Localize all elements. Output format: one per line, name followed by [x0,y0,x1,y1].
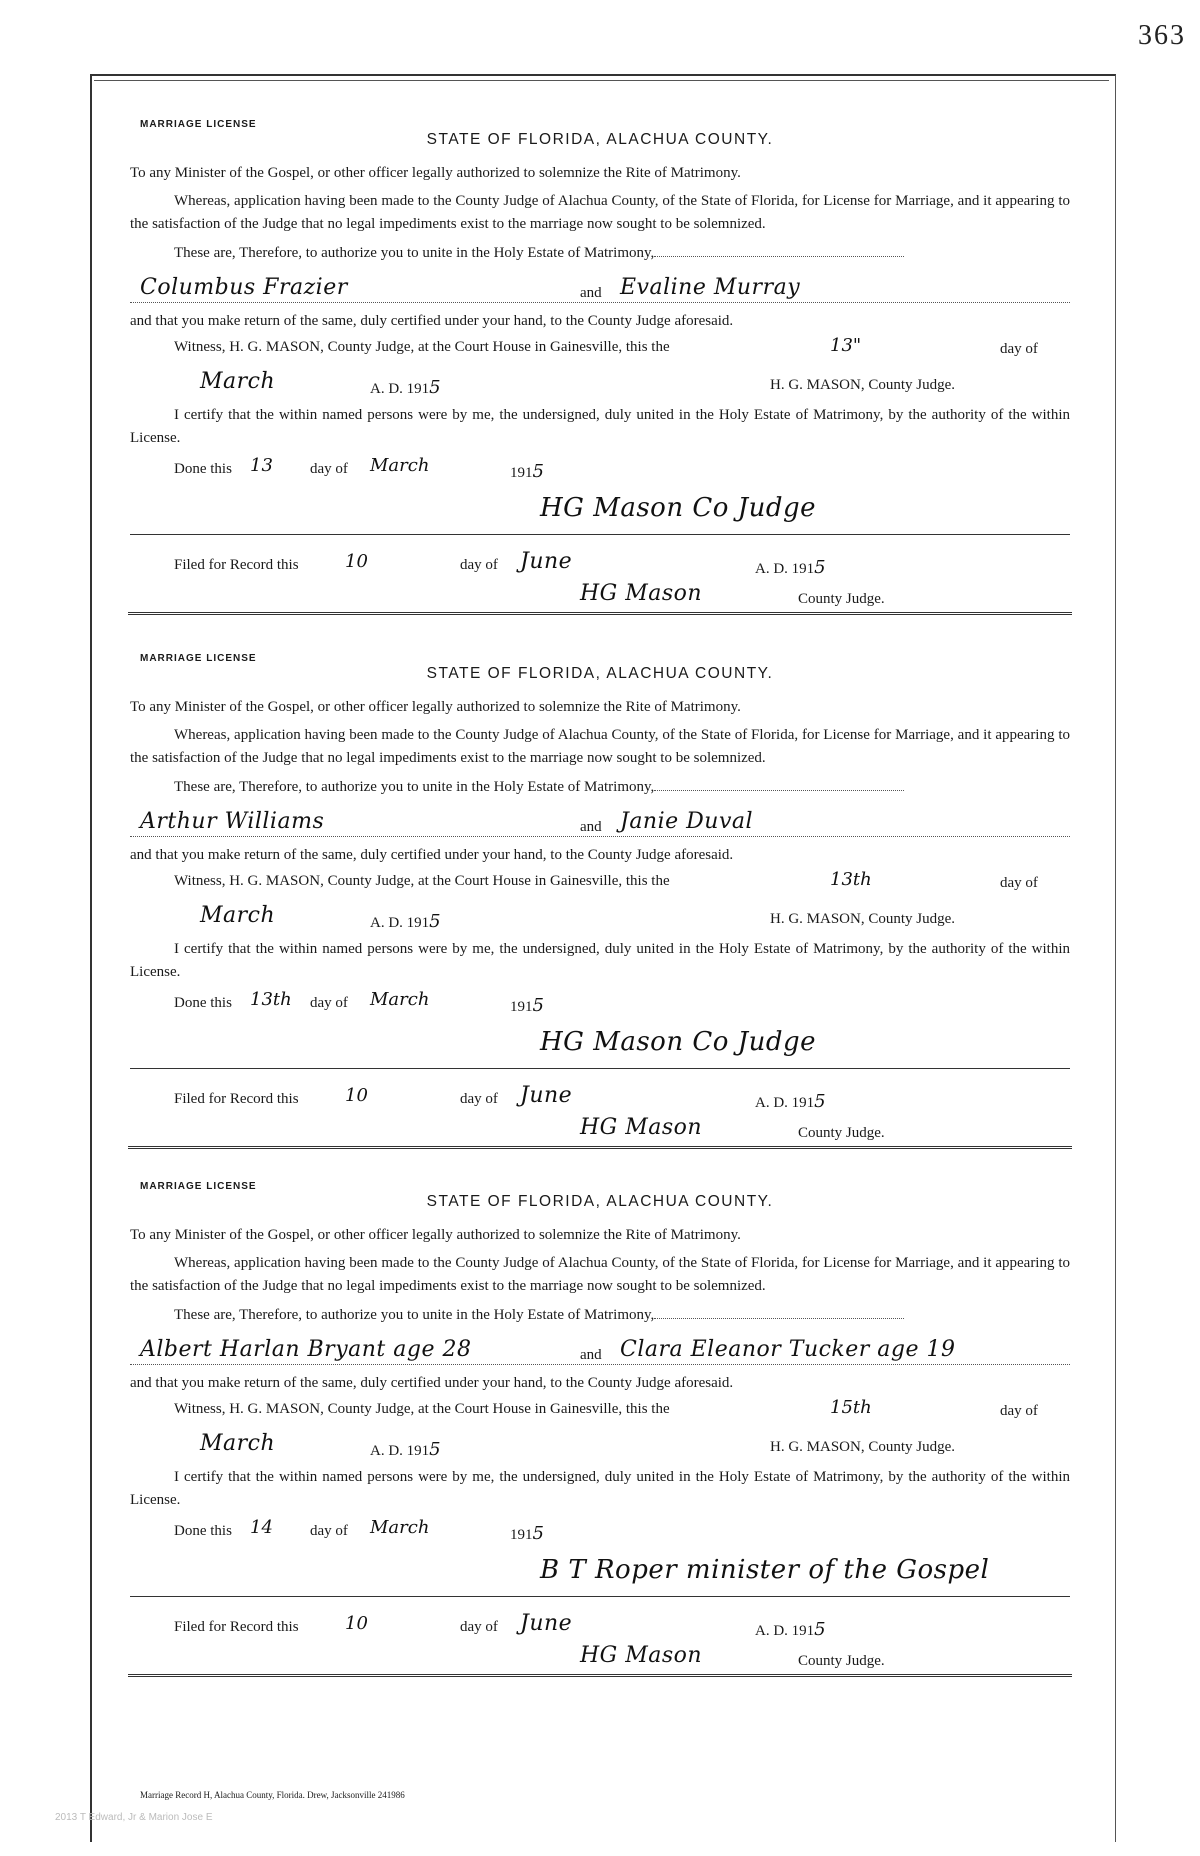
license-tag: MARRIAGE LICENSE [140,653,257,664]
filed-label: Filed for Record this [174,1619,299,1635]
handwritten-value: 5 [532,461,544,482]
license-title: STATE OF FLORIDA, ALACHUA COUNTY. [426,131,774,148]
witness-month: March [200,902,276,928]
filed-month: June [520,1083,573,1108]
authorize-line: These are, Therefore, to authorize you to unite in the Holy Estate of Matrimony, [174,245,655,261]
ad-year-label [370,376,441,400]
record-imprint: Marriage Record H, Alachua County, Florida. Drew, Jacksonville 241986 [140,1790,405,1800]
done-day-of: day of [310,461,348,477]
certify-paragraph: I certify that the within named persons were by me, the undersigned, duly united in the Holy Estate of Matrimony, by the authority of the within License. [130,940,1070,980]
handwritten-value: 191 [510,999,533,1015]
address-line: To any Minister of the Gospel, or other officer legally authorized to solemnize the Rite of Matrimony. [130,165,741,181]
county-judge-printed: H. G. MASON, County Judge. [770,1438,956,1455]
county-judge-label: County Judge. [798,1125,885,1141]
and-word: and [580,819,602,835]
filed-day: 10 [345,1085,368,1106]
handwritten-value: A. D. 191 [370,380,430,397]
whereas-paragraph: Whereas, application having been made to the County Judge of Alachua County, of the State of Florida, for License for Marriage, and it appearing to the satisfaction of the Judge that no legal impediments exist to the marriage now sought to be solemnized. [130,726,1070,766]
handwritten-value: A. D. 191 [370,914,430,931]
return-line: and that you make return of the same, duly certified under your hand, to the County Judge aforesaid. [130,313,734,329]
whereas-paragraph: Whereas, application having been made to the County Judge of Alachua County, of the State of Florida, for License for Marriage, and it appearing to the satisfaction of the Judge that no legal impediments exist to the marriage now sought to be solemnized. [130,1254,1070,1294]
license-divider [128,1146,1072,1149]
filed-signature: HG Mason [580,1115,703,1140]
frame-inner-rule [94,80,1109,81]
handwritten-value: 191 [510,1527,533,1543]
section-rule [130,1596,1070,1597]
filed-signature: HG Mason [580,1643,703,1668]
certify-paragraph: I certify that the within named persons were by me, the undersigned, duly united in the Holy Estate of Matrimony, by the authority of the within License. [130,406,1070,446]
filed-day-of: day of [460,1091,498,1107]
filed-label: Filed for Record this [174,1091,299,1107]
done-month: March [370,1517,430,1538]
done-this-label: Done this [174,995,232,1011]
done-year-label [510,994,544,1018]
witness-month: March [200,368,276,394]
return-line: and that you make return of the same, duly certified under your hand, to the County Judge aforesaid. [130,1375,734,1391]
witness-day-of: day of [1000,874,1038,891]
witness-line: Witness, H. G. MASON, County Judge, at the Court House in Gainesville, this the [174,872,670,889]
license-divider [128,612,1072,615]
handwritten-value: 5 [429,910,441,932]
handwritten-value: 5 [532,995,544,1016]
certify-paragraph: I certify that the within named persons were by me, the undersigned, duly united in the Holy Estate of Matrimony, by the authority of the within License. [130,1468,1070,1508]
done-this-label: Done this [174,461,232,477]
done-day-of: day of [310,995,348,1011]
filed-label: Filed for Record this [174,557,299,573]
page-number: 363 [1138,20,1186,51]
witness-day-of: day of [1000,1402,1038,1419]
county-judge-label: County Judge. [798,591,885,607]
handwritten-value: 5 [429,1438,441,1460]
section-rule [130,1068,1070,1069]
authorize-line: These are, Therefore, to authorize you to unite in the Holy Estate of Matrimony, [174,779,655,795]
witness-day: 15th [830,1396,872,1418]
and-word: and [580,285,602,301]
done-year-label [510,1522,544,1546]
return-line: and that you make return of the same, duly certified under your hand, to the County Judge aforesaid. [130,847,734,863]
whereas-paragraph: Whereas, application having been made to the County Judge of Alachua County, of the State of Florida, for License for Marriage, and it appearing to the satisfaction of the Judge that no legal impediments exist to the marriage now sought to be solemnized. [130,192,1070,232]
copyright-watermark: 2013 T Edward, Jr & Marion Jose E [55,1812,213,1823]
license-title: STATE OF FLORIDA, ALACHUA COUNTY. [426,1193,774,1210]
county-judge-printed: H. G. MASON, County Judge. [770,376,956,393]
bride-name: Clara Eleanor Tucker age 19 [620,1337,956,1362]
handwritten-value: A. D. 191 [755,561,815,577]
witness-day-of: day of [1000,340,1038,357]
done-day-of: day of [310,1523,348,1539]
license-title: STATE OF FLORIDA, ALACHUA COUNTY. [426,665,774,682]
license-tag: MARRIAGE LICENSE [140,1181,257,1192]
and-word: and [580,1347,602,1363]
handwritten-value: 5 [814,1091,826,1112]
county-judge-printed: H. G. MASON, County Judge. [770,910,956,927]
done-month: March [370,989,430,1010]
names-dotted-line [130,1364,1070,1365]
officiant-signature: HG Mason Co Judge [540,493,816,523]
marriage-license-3 [130,1180,1070,1680]
handwritten-value: 191 [510,465,533,481]
done-day: 13 [250,455,273,476]
ad-year-label [370,1438,441,1462]
filed-year-label [755,1090,826,1114]
ad-year-label [370,910,441,934]
dotted-fill [654,790,904,791]
witness-line: Witness, H. G. MASON, County Judge, at the Court House in Gainesville, this the [174,338,670,355]
handwritten-value: 5 [814,557,826,578]
done-year-label [510,460,544,484]
filed-signature: HG Mason [580,581,703,606]
handwritten-value: 5 [429,376,441,398]
filed-year-label [755,1618,826,1642]
license-divider [128,1674,1072,1677]
handwritten-value: A. D. 191 [755,1095,815,1111]
bride-name: Janie Duval [620,809,754,834]
handwritten-value: A. D. 191 [755,1623,815,1639]
groom-name: Albert Harlan Bryant age 28 [140,1337,472,1362]
groom-name: Arthur Williams [140,809,325,834]
filed-month: June [520,549,573,574]
witness-day: 13" [830,334,862,356]
dotted-fill [654,256,904,257]
filed-month: June [520,1611,573,1636]
officiant-signature: B T Roper minister of the Gospel [540,1555,990,1585]
done-this-label: Done this [174,1523,232,1539]
handwritten-value: A. D. 191 [370,1442,430,1459]
officiant-signature: HG Mason Co Judge [540,1027,816,1057]
address-line: To any Minister of the Gospel, or other officer legally authorized to solemnize the Rite of Matrimony. [130,1227,741,1243]
done-day: 13th [250,989,292,1010]
filed-year-label [755,556,826,580]
names-dotted-line [130,302,1070,303]
county-judge-label: County Judge. [798,1653,885,1669]
license-tag: MARRIAGE LICENSE [140,119,257,130]
filed-day: 10 [345,1613,368,1634]
done-day: 14 [250,1517,273,1538]
bride-name: Evaline Murray [620,275,801,300]
filed-day: 10 [345,551,368,572]
witness-line: Witness, H. G. MASON, County Judge, at the Court House in Gainesville, this the [174,1400,670,1417]
filed-day-of: day of [460,557,498,573]
marriage-license-2 [130,652,1070,1152]
done-month: March [370,455,430,476]
section-rule [130,534,1070,535]
filed-day-of: day of [460,1619,498,1635]
groom-name: Columbus Frazier [140,275,348,300]
dotted-fill [654,1318,904,1319]
authorize-line: These are, Therefore, to authorize you to unite in the Holy Estate of Matrimony, [174,1307,655,1323]
witness-month: March [200,1430,276,1456]
names-dotted-line [130,836,1070,837]
marriage-license-1 [130,118,1070,618]
address-line: To any Minister of the Gospel, or other officer legally authorized to solemnize the Rite of Matrimony. [130,699,741,715]
witness-day: 13th [830,868,872,890]
handwritten-value: 5 [814,1619,826,1640]
handwritten-value: 5 [532,1523,544,1544]
